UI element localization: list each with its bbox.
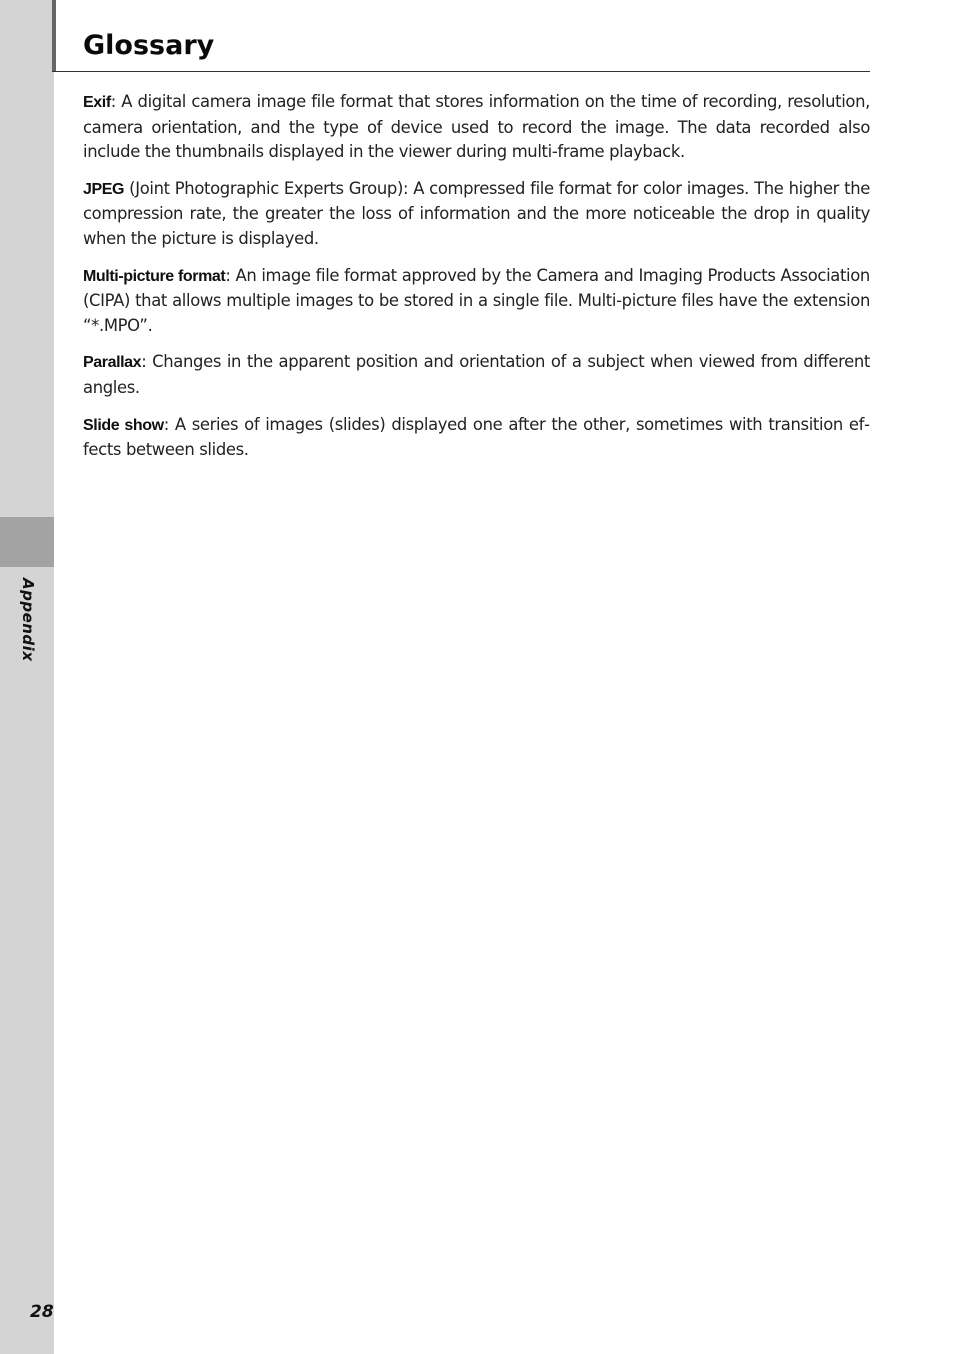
glossary-term: Slide show (83, 416, 164, 434)
glossary-definition: : Changes in the apparent position and orientation of a subject when viewed from different angles. (83, 352, 870, 397)
section-tab-label: Appendix (19, 578, 37, 662)
glossary-term: Exif (83, 94, 111, 111)
glossary-term: Multi-picture format (83, 267, 226, 285)
title-divider (52, 71, 870, 72)
glossary-list (83, 90, 870, 475)
section-tab-marker (0, 517, 54, 567)
page-title: Glossary (83, 30, 215, 61)
glossary-entry-jpeg (83, 177, 870, 252)
glossary-term: Parallax (83, 354, 142, 372)
glossary-entry-parallax (83, 350, 870, 400)
glossary-entry-exif (83, 90, 870, 165)
glossary-entry-multi-picture-format (83, 264, 870, 339)
glossary-term: JPEG (83, 180, 125, 198)
side-strip (0, 0, 54, 1354)
glossary-definition: : A series of images (slides) displayed one after the other, sometimes with transition effects between slides. (83, 414, 870, 460)
glossary-definition: (Joint Photographic Experts Group): A compressed file format for color images. The higher the compression rate, the greater the loss of information and the more noticeable the drop in quality when the picture is displayed. (83, 178, 870, 248)
title-accent-bar (52, 0, 56, 72)
glossary-entry-slide-show (83, 413, 870, 463)
glossary-definition: : An image file format approved by the Camera and Imaging Products Association (CIPA) that allows multiple images to be stored in a single file. Multi-picture files have the extension “*.MPO”. (83, 265, 870, 335)
page-number: 28 (30, 1302, 54, 1322)
glossary-definition: : A digital camera image file format that stores information on the time of recording, resolution, camera orientation, and the type of device used to record the image. The data recorded also include the thumbnails displayed in the viewer during multi-frame playback. (83, 92, 870, 162)
